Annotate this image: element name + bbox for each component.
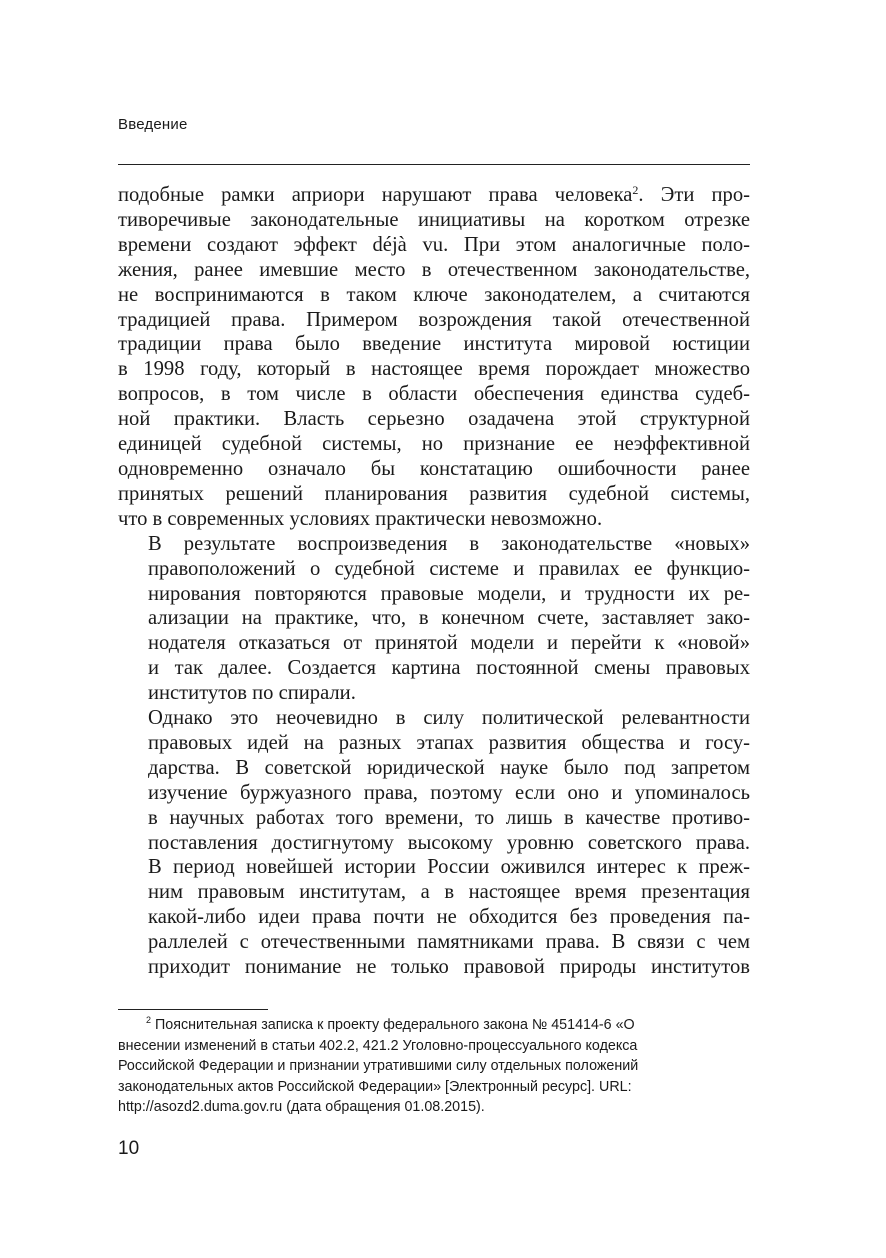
text-line: правовых идей на разных этапах развития общества и госу- — [148, 731, 750, 754]
footnote-rule — [118, 1009, 268, 1010]
running-title: Введение — [118, 116, 188, 133]
text-line: и так далее. Создается картина постоянной смены правовых — [148, 657, 750, 680]
text-line: В результате воспроизведения в законодательстве «новых» — [148, 532, 750, 555]
footnote-line: Российской Федерации и признании утратившими силу отдельных положений — [118, 1058, 639, 1074]
text-line: Однако это неочевидно в силу политической релевантности — [148, 707, 750, 730]
paragraph-3 — [118, 706, 750, 980]
text-line: институтов по спирали. — [148, 682, 356, 705]
text-line: вопросов, в том числе в области обеспечения единства судеб- — [118, 383, 750, 406]
text-line: дарства. В советской юридической науке было под запретом — [148, 756, 750, 779]
text-line: приходит понимание не только правовой природы институтов — [148, 956, 750, 979]
text-line: ной практики. Власть серьезно озадачена этой структурной — [118, 408, 750, 431]
text-line: правоположений о судебной системе и правилах ее функцио- — [148, 557, 750, 580]
text-line: подобные рамки априори нарушают права человека$^2$. Эти про- — [118, 183, 750, 206]
text-line: традицией права. Примером возрождения такой отечественной — [118, 308, 750, 331]
footnote-marker: 2 — [146, 1015, 152, 1025]
text-line: традиции права было введение института мировой юстиции — [118, 333, 750, 356]
main-text — [118, 183, 750, 980]
paragraph-2 — [118, 532, 750, 706]
footnote-line: внесении изменений в статьи 402.2, 421.2 Уголовно-процессуального кодекса — [118, 1037, 638, 1054]
footnote-line: законодательных актов Российской Федерации» [Электронный ресурс]. URL: — [118, 1078, 632, 1095]
text-line: поставления достигнутому высокому уровню советского права. — [148, 831, 750, 854]
page-number: 10 — [118, 1138, 140, 1159]
text-line: какой-либо идеи права почти не обходится без проведения па- — [148, 906, 750, 929]
text-line: ним правовым институтам, а в настоящее время презентация — [148, 881, 750, 904]
text-line: раллелей с отечественными памятниками права. В связи с чем — [148, 931, 750, 954]
footnote — [118, 1015, 750, 1118]
text-line: изучение буржуазного права, поэтому если оно и упоминалось — [148, 781, 750, 804]
text-line: нирования повторяются правовые модели, и трудности их ре- — [148, 582, 750, 605]
text-line: не воспринимаются в таком ключе законодателем, а считаются — [118, 283, 750, 306]
footnote-line: $^2$ Пояснительная записка к проекту федерального закона № 451414-6 «О — [146, 1015, 635, 1033]
text-line: что в современных условиях практически невозможно. — [118, 507, 603, 530]
text-line: времени создают эффект déjà vu. При этом аналогичные поло- — [118, 233, 750, 256]
paragraph-1 — [118, 183, 750, 532]
footnote-line: http://asozd2.duma.gov.ru (дата обращения 01.08.2015). — [118, 1099, 485, 1115]
text-line: одновременно означало бы констатацию ошибочности ранее — [118, 457, 750, 480]
text-line: В период новейшей истории России оживился интерес к преж- — [148, 856, 750, 879]
text-line: нодателя отказаться от принятой модели и перейти к «новой» — [148, 632, 750, 655]
text-line: тиворечивые законодательные инициативы на коротком отрезке — [118, 208, 750, 231]
footnote-reference[interactable]: 2 — [632, 183, 639, 197]
text-line: принятых решений планирования развития судебной системы, — [118, 482, 750, 505]
text-line: жения, ранее имевшие место в отечественном законодательстве, — [118, 258, 750, 281]
text-line: ализации на практике, что, в конечном счете, заставляет зако- — [148, 607, 750, 630]
text-line: единицей судебной системы, но признание ее неэффективной — [118, 433, 750, 456]
text-line: в 1998 году, который в настоящее время порождает множество — [118, 358, 750, 381]
text-line: в научных работах того времени, то лишь в качестве противо- — [148, 806, 750, 829]
header-rule — [118, 164, 750, 165]
